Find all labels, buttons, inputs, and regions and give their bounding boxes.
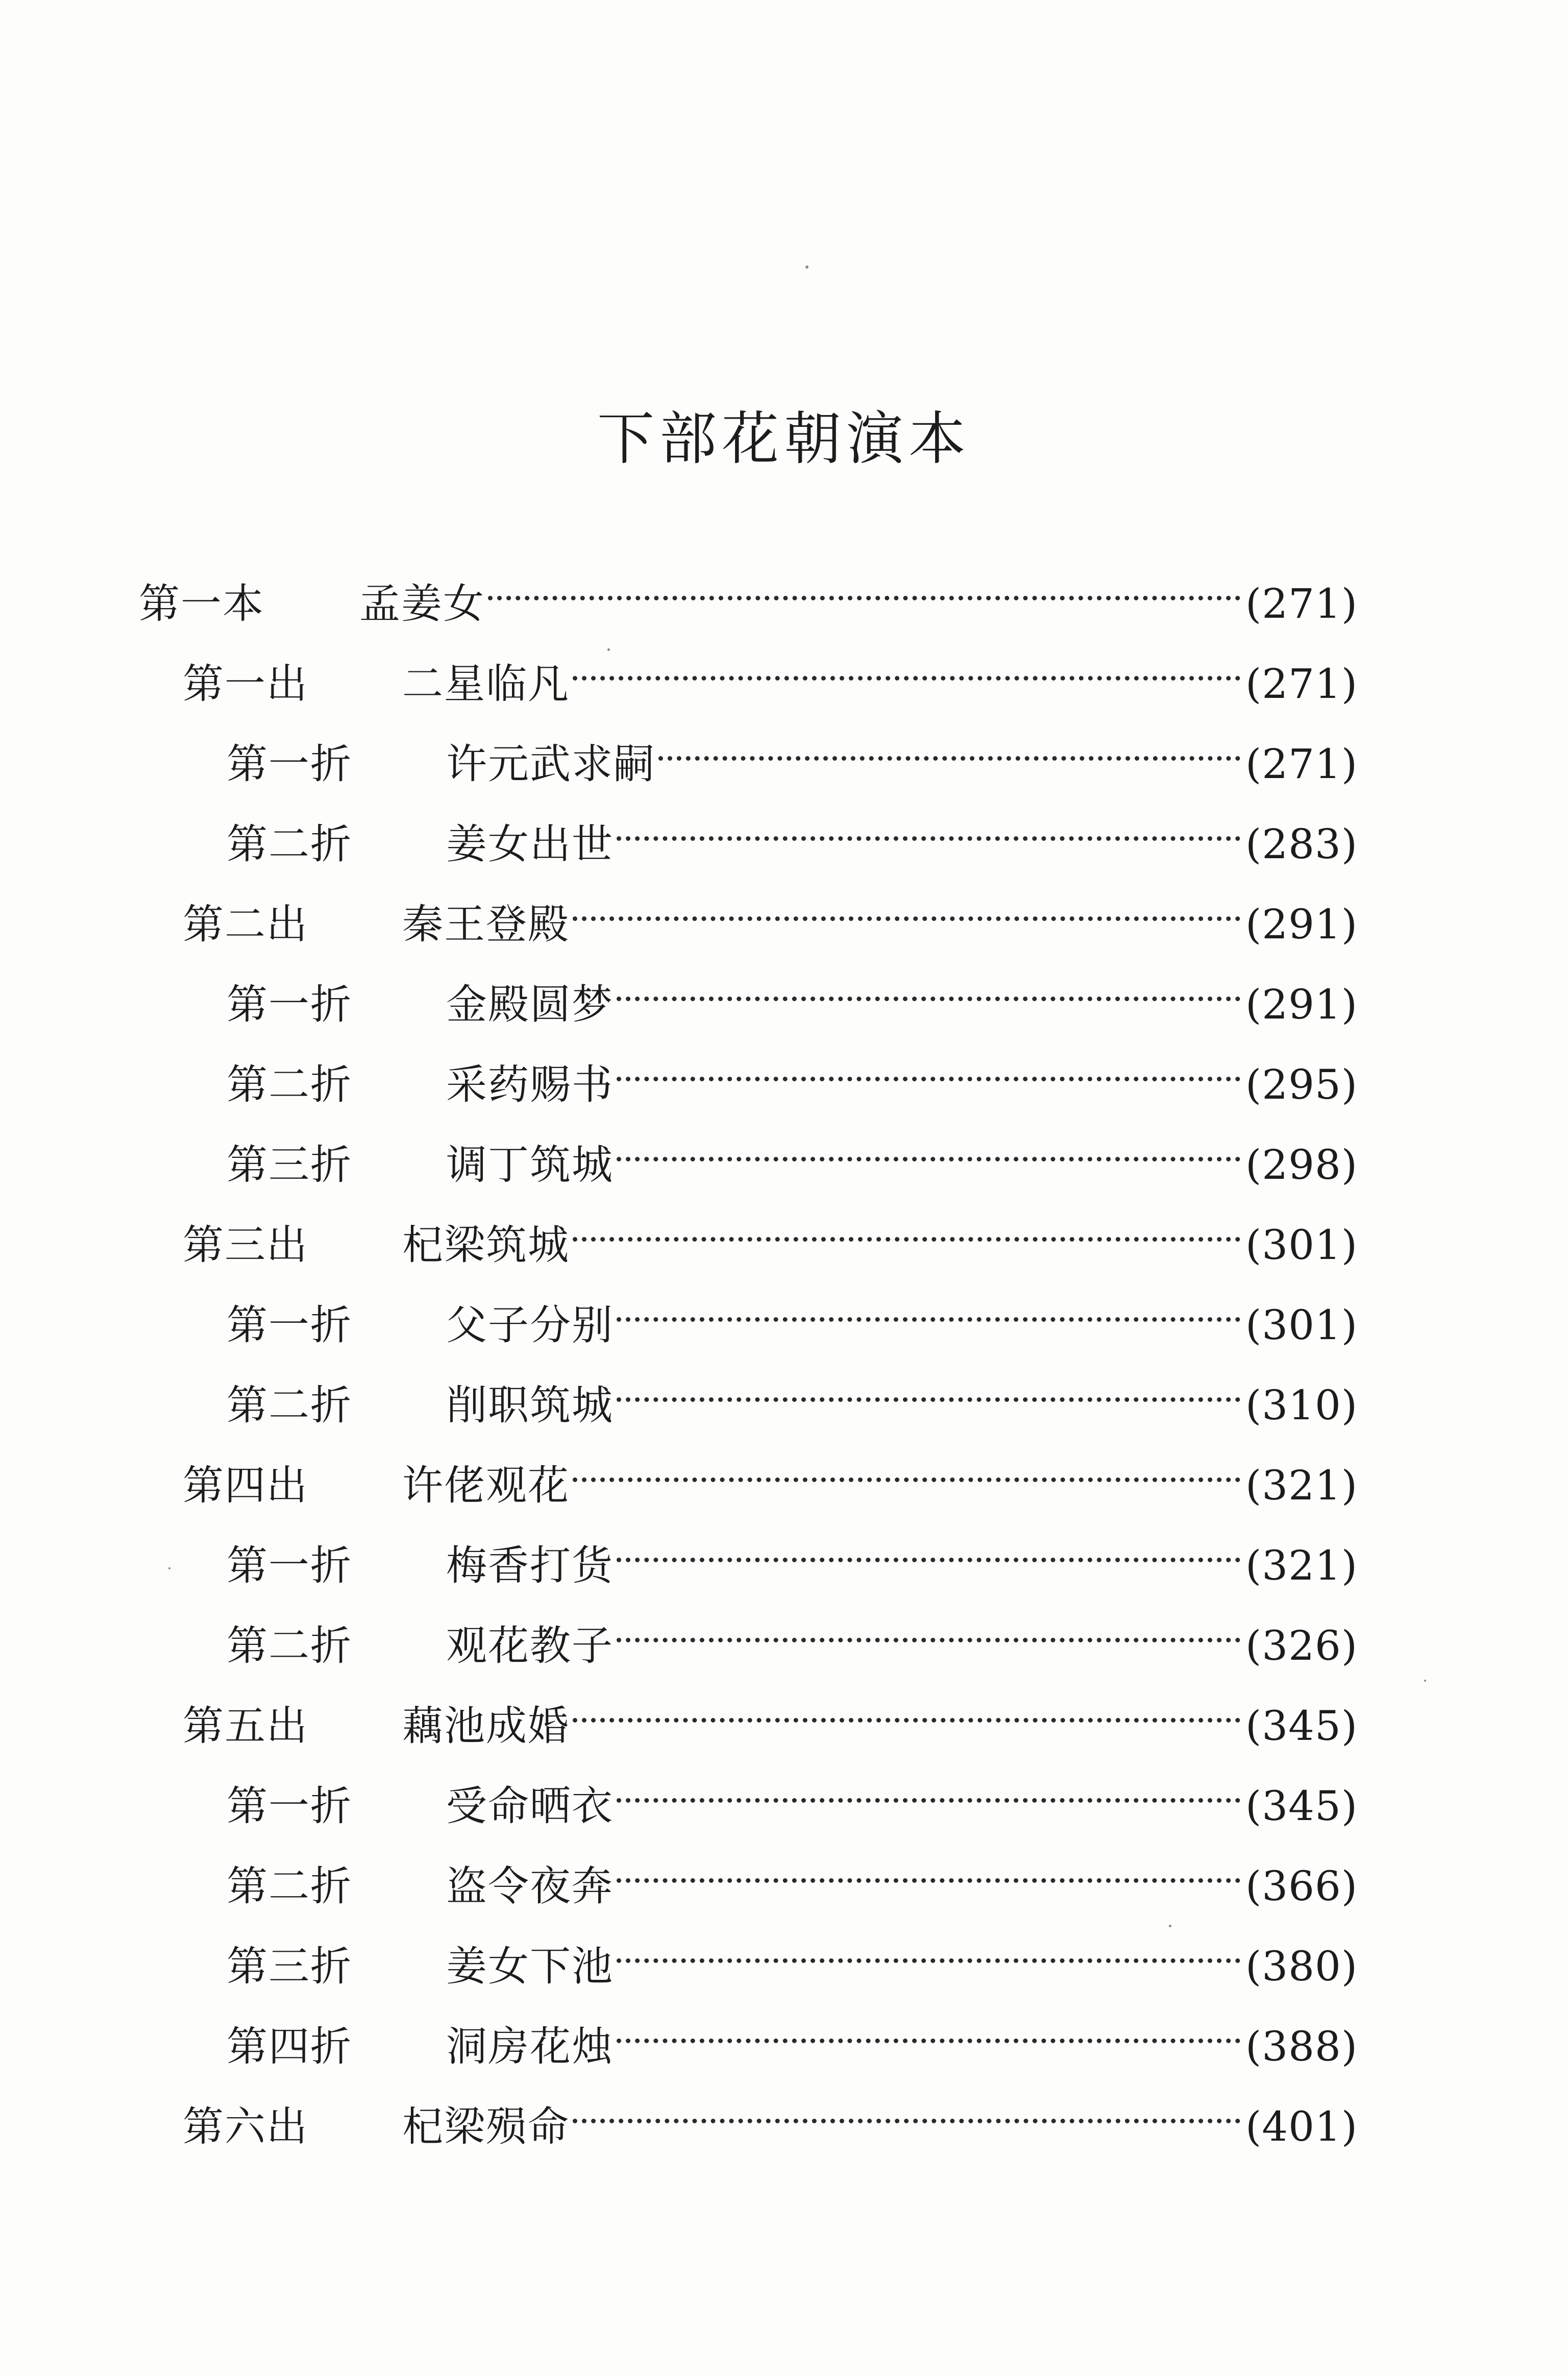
toc-entry-title: 藕池成婚 xyxy=(402,1702,570,1750)
toc-entry-title: 杞梁筑城 xyxy=(402,1221,570,1269)
dot-leader xyxy=(617,1042,1240,1099)
dot-leader xyxy=(617,1283,1240,1339)
scan-speck xyxy=(805,265,808,269)
toc-entry-title: 姜女下池 xyxy=(446,1943,614,1990)
toc-entry[interactable] xyxy=(227,1363,1358,1429)
toc-entry-label: 第一折 xyxy=(227,740,352,788)
toc-entry-page: (298) xyxy=(1245,1141,1358,1189)
toc-entry[interactable] xyxy=(227,1523,1358,1589)
toc-entry-label: 第一出 xyxy=(183,660,308,708)
toc-entry-title: 二星临凡 xyxy=(402,660,570,708)
scan-speck xyxy=(607,648,610,651)
toc-entry[interactable] xyxy=(227,1123,1358,1189)
dot-leader xyxy=(617,1844,1240,1900)
toc-entry-page: (345) xyxy=(1245,1782,1358,1830)
dot-leader xyxy=(617,1363,1240,1419)
toc-entry-label: 第二出 xyxy=(183,901,308,948)
toc-entry[interactable] xyxy=(227,2004,1358,2070)
toc-entry-label: 第三折 xyxy=(227,1141,352,1189)
toc-entry-page: (345) xyxy=(1245,1702,1358,1750)
toc-entry-page: (283) xyxy=(1245,820,1358,868)
dot-leader xyxy=(573,2084,1240,2141)
scan-speck xyxy=(1424,1680,1426,1682)
dot-leader xyxy=(617,2004,1240,2060)
toc-entry-page: (301) xyxy=(1245,1221,1358,1269)
toc-entry[interactable] xyxy=(227,962,1358,1028)
toc-entry-title: 削职筑城 xyxy=(446,1381,614,1429)
dot-leader xyxy=(617,1924,1240,1980)
toc-entry[interactable] xyxy=(227,802,1358,868)
toc-entry-label: 第一折 xyxy=(227,1542,352,1589)
toc-entry-label: 第一折 xyxy=(227,1782,352,1830)
toc-entry[interactable] xyxy=(227,1924,1358,1990)
dot-leader xyxy=(573,1203,1240,1259)
toc-entry-page: (271) xyxy=(1245,660,1358,708)
toc-entry[interactable] xyxy=(183,1203,1358,1269)
toc-entry-title: 受命晒衣 xyxy=(446,1782,614,1830)
toc-entry-title: 金殿圆梦 xyxy=(446,981,614,1028)
toc-entry[interactable] xyxy=(183,2084,1358,2150)
toc-entry[interactable] xyxy=(227,722,1358,788)
toc-entry-label: 第三出 xyxy=(183,1221,308,1269)
toc-entry-label: 第二折 xyxy=(227,1061,352,1108)
toc-entry-label: 第二折 xyxy=(227,1862,352,1910)
dot-leader xyxy=(488,562,1240,618)
toc-entry-label: 第二折 xyxy=(227,820,352,868)
toc-entry-page: (380) xyxy=(1245,1943,1358,1990)
toc-entry-title: 采药赐书 xyxy=(446,1061,614,1108)
dot-leader xyxy=(573,642,1240,698)
toc-entry-title: 梅香打货 xyxy=(446,1542,614,1589)
toc-entry-title: 观花教子 xyxy=(446,1622,614,1669)
toc-entry-page: (321) xyxy=(1245,1542,1358,1589)
dot-leader xyxy=(617,1604,1240,1660)
toc-entry-page: (321) xyxy=(1245,1462,1358,1509)
dot-leader xyxy=(617,1764,1240,1820)
toc-entry[interactable] xyxy=(183,882,1358,948)
toc-entry-label: 第一折 xyxy=(227,1301,352,1349)
toc-entry-page: (291) xyxy=(1245,981,1358,1028)
toc-entry-page: (310) xyxy=(1245,1381,1358,1429)
toc-entry[interactable] xyxy=(183,1443,1358,1509)
toc-entry-label: 第三折 xyxy=(227,1943,352,1990)
toc-entry[interactable] xyxy=(227,1604,1358,1669)
dot-leader xyxy=(617,1123,1240,1179)
toc-entry-label: 第二折 xyxy=(227,1622,352,1669)
toc-entry-title: 许元武求嗣 xyxy=(446,740,655,788)
dot-leader xyxy=(573,1684,1240,1740)
scan-speck xyxy=(168,1567,170,1569)
toc-entry-label: 第五出 xyxy=(183,1702,308,1750)
toc-entry-page: (301) xyxy=(1245,1301,1358,1349)
dot-leader xyxy=(617,962,1240,1019)
toc-entry-title: 调丁筑城 xyxy=(446,1141,614,1189)
toc-entry-title: 姜女出世 xyxy=(446,820,614,868)
scan-speck xyxy=(1169,1925,1171,1927)
toc-entry-page: (366) xyxy=(1245,1862,1358,1910)
dot-leader xyxy=(617,802,1240,858)
dot-leader xyxy=(573,882,1240,938)
toc-entry-title: 许佬观花 xyxy=(402,1462,570,1509)
toc-entry-label: 第六出 xyxy=(183,2103,308,2150)
toc-entry-page: (291) xyxy=(1245,901,1358,948)
toc-entry-page: (401) xyxy=(1245,2103,1358,2150)
toc-entry-label: 第一折 xyxy=(227,981,352,1028)
toc-entry[interactable] xyxy=(139,562,1358,627)
page-title: 下部花朝演本 xyxy=(597,406,971,472)
toc-entry-title: 盗令夜奔 xyxy=(446,1862,614,1910)
toc-entry[interactable] xyxy=(183,642,1358,708)
toc-entry-label: 第二折 xyxy=(227,1381,352,1429)
toc-entry-page: (326) xyxy=(1245,1622,1358,1669)
toc-entry-label: 第一本 xyxy=(139,580,264,627)
toc-entry-title: 父子分别 xyxy=(446,1301,614,1349)
dot-leader xyxy=(617,1523,1240,1580)
toc-entry-title: 洞房花烛 xyxy=(446,2023,614,2070)
toc-entry-page: (295) xyxy=(1245,1061,1358,1108)
toc-entry-title: 秦王登殿 xyxy=(402,901,570,948)
dot-leader xyxy=(573,1443,1240,1499)
toc-entry-label: 第四出 xyxy=(183,1462,308,1509)
toc-entry-page: (271) xyxy=(1245,580,1358,627)
toc-entry[interactable] xyxy=(227,1042,1358,1108)
toc-entry-title: 孟姜女 xyxy=(359,580,485,627)
toc-entry[interactable] xyxy=(227,1844,1358,1910)
toc-entry-title: 杞梁殒命 xyxy=(402,2103,570,2150)
toc-entry[interactable] xyxy=(227,1283,1358,1349)
toc-entry-label: 第四折 xyxy=(227,2023,352,2070)
toc-entry[interactable] xyxy=(183,1684,1358,1750)
toc-entry[interactable] xyxy=(227,1764,1358,1830)
toc-entry-page: (271) xyxy=(1245,740,1358,788)
dot-leader xyxy=(658,722,1240,778)
toc-entry-page: (388) xyxy=(1245,2023,1358,2070)
